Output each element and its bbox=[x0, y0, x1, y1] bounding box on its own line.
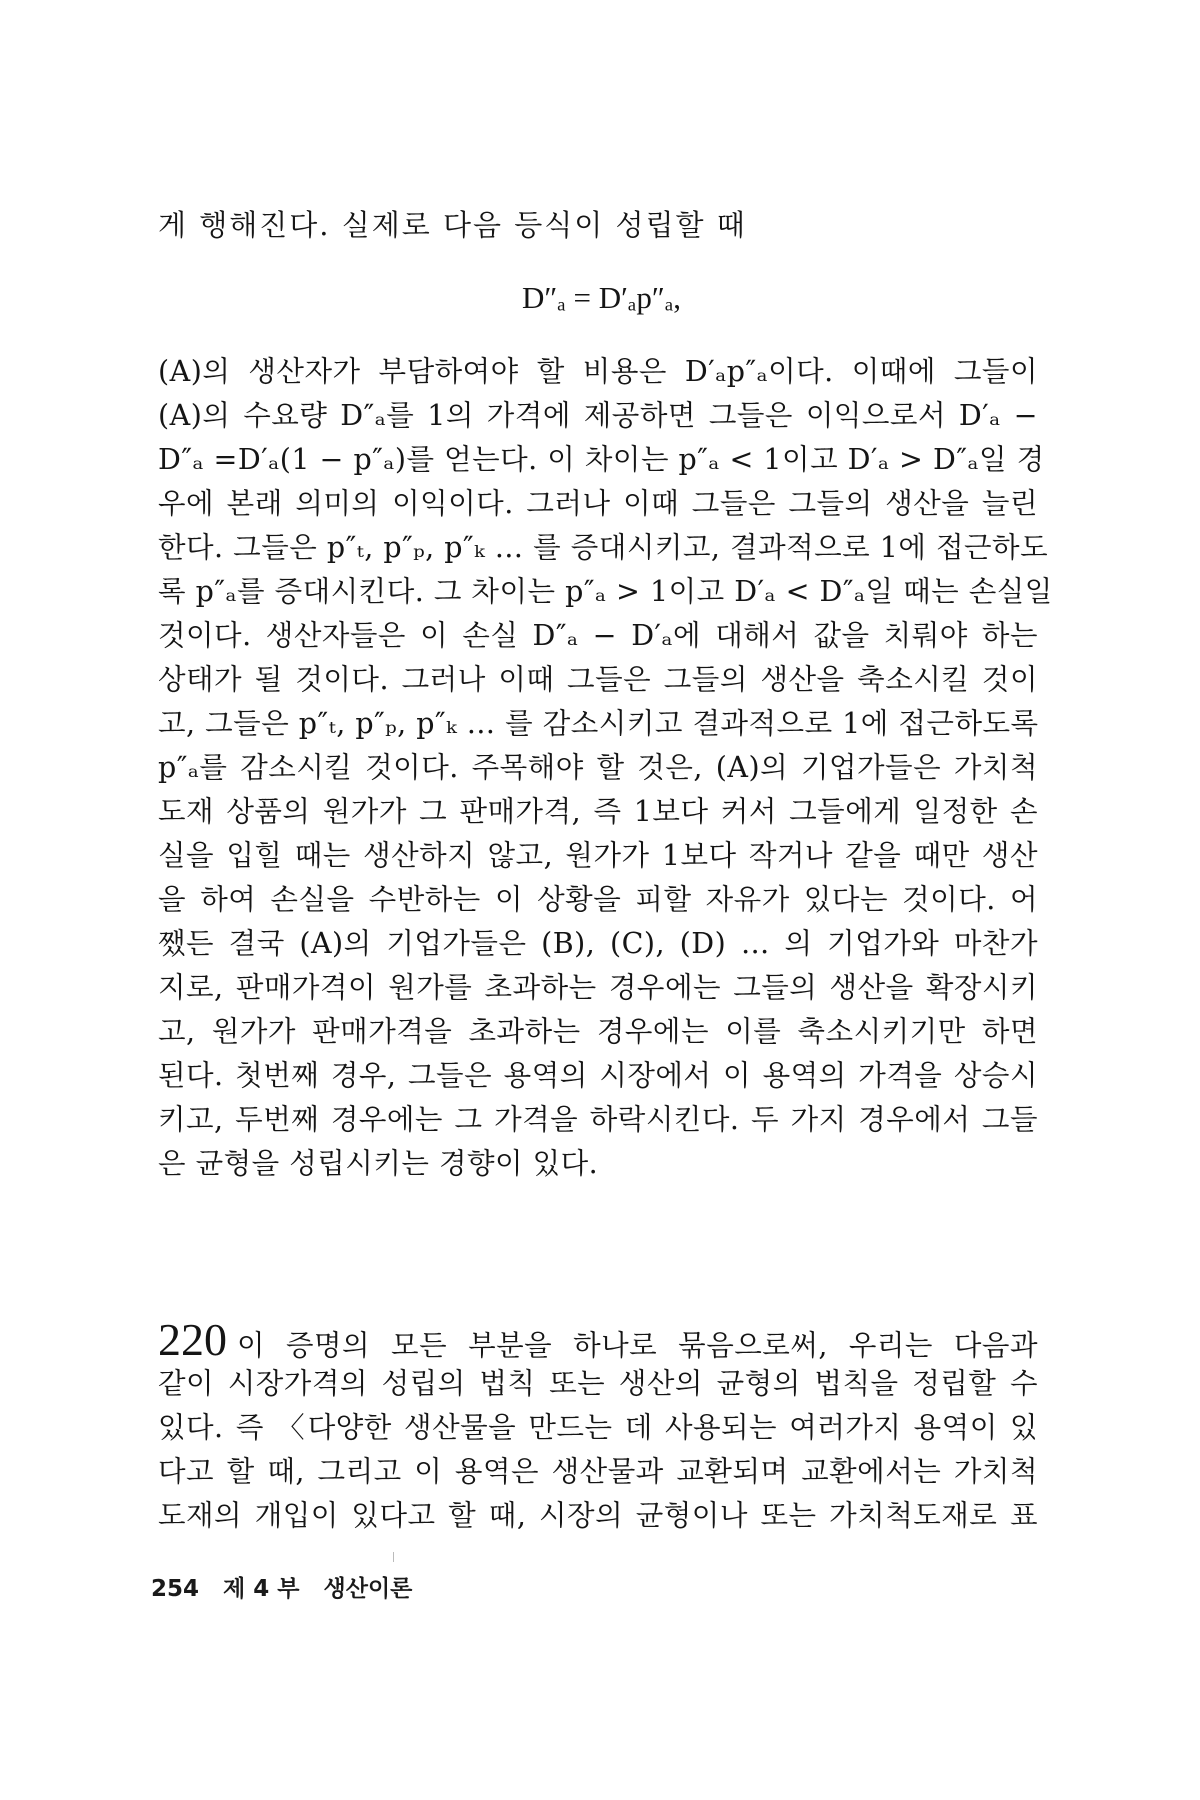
paragraph-line: 상태가 될 것이다. 그러나 이때 그들은 그들의 생산을 축소시킬 것이 bbox=[158, 663, 1038, 696]
page-number: 254 bbox=[151, 1576, 200, 1602]
paragraph-line: 우에 본래 의미의 이익이다. 그러나 이때 그들은 그들의 생산을 늘린 bbox=[158, 487, 1038, 520]
paragraph-line: 록 p″ₐ를 증대시킨다. 그 차이는 p″ₐ > 1이고 D′ₐ < D″ₐ일 때는 손실일 bbox=[158, 575, 1053, 608]
divider bbox=[393, 1552, 394, 1562]
section-line: 같이 시장가격의 성립의 법칙 또는 생산의 균형의 법칙을 정립할 수 bbox=[158, 1367, 1038, 1400]
section-line: 도재의 개입이 있다고 할 때, 시장의 균형이나 또는 가치척도재로 표 bbox=[158, 1499, 1038, 1532]
paragraph-line: 은 균형을 성립시키는 경향이 있다. bbox=[158, 1147, 599, 1180]
section-220 bbox=[158, 1314, 1038, 1538]
section-line: 이 증명의 모든 부분을 하나로 묶음으로써, 우리는 다음과 bbox=[237, 1329, 1038, 1362]
paragraph-line: (A)의 수요량 D″ₐ를 1의 가격에 제공하면 그들은 이익으로서 D′ₐ − bbox=[158, 399, 1038, 432]
section-number: 220 bbox=[158, 1314, 227, 1365]
paragraph-line: 을 하여 손실을 수반하는 이 상황을 피할 자유가 있다는 것이다. 어 bbox=[158, 883, 1038, 916]
paragraph-line: 키고, 두번째 경우에는 그 가격을 하락시킨다. 두 가지 경우에서 그들 bbox=[158, 1103, 1038, 1136]
paragraph-line: 도재 상품의 원가가 그 판매가격, 즉 1보다 커서 그들에게 일정한 손 bbox=[158, 795, 1038, 828]
paragraph-line: 된다. 첫번째 경우, 그들은 용역의 시장에서 이 용역의 가격을 상승시 bbox=[158, 1059, 1038, 1092]
intro-line: 게 행해진다. 실제로 다음 등식이 성립할 때 bbox=[158, 208, 747, 242]
paragraph-line: 고, 원가가 판매가격을 초과하는 경우에는 이를 축소시키기만 하면 bbox=[158, 1015, 1038, 1048]
paragraph-line: 것이다. 생산자들은 이 손실 D″ₐ − D′ₐ에 대해서 값을 치뤄야 하는 bbox=[158, 619, 1038, 652]
section-first-line bbox=[158, 1314, 1038, 1365]
chapter-title: 생산이론 bbox=[323, 1576, 413, 1602]
paragraph-line: 한다. 그들은 p″ₜ, p″ₚ, p″ₖ … 를 증대시키고, 결과적으로 1에 접근하도 bbox=[158, 531, 1049, 564]
part-label: 제 4 부 bbox=[223, 1576, 300, 1602]
section-line: 다고 할 때, 그리고 이 용역은 생산물과 교환되며 교환에서는 가치척 bbox=[158, 1455, 1038, 1488]
paragraph-line: 고, 그들은 p″ₜ, p″ₚ, p″ₖ … 를 감소시키고 결과적으로 1에 접근하도록 bbox=[158, 707, 1039, 740]
equation: D″ₐ = D′ₐp″ₐ, bbox=[522, 280, 682, 315]
section-line: 있다. 즉 〈다양한 생산물을 만드는 데 사용되는 여러가지 용역이 있 bbox=[158, 1411, 1038, 1444]
paragraph-line: 지로, 판매가격이 원가를 초과하는 경우에는 그들의 생산을 확장시키 bbox=[158, 971, 1038, 1004]
paragraph-line: 실을 입힐 때는 생산하지 않고, 원가가 1보다 작거나 같을 때만 생산 bbox=[158, 839, 1038, 872]
page-footer bbox=[151, 1570, 428, 1603]
paragraph-line: 쨌든 결국 (A)의 기업가들은 (B), (C), (D) … 의 기업가와 마찬가 bbox=[158, 927, 1038, 960]
paragraph-line: D″ₐ =D′ₐ(1 − p″ₐ)를 얻는다. 이 차이는 p″ₐ < 1이고 D′ₐ > D″ₐ일 경 bbox=[158, 443, 1045, 476]
paragraph-line: (A)의 생산자가 부담하여야 할 비용은 D′ₐp″ₐ이다. 이때에 그들이 bbox=[158, 355, 1038, 388]
main-paragraph bbox=[158, 350, 1053, 1186]
paragraph-line: p″ₐ를 감소시킬 것이다. 주목해야 할 것은, (A)의 기업가들은 가치척 bbox=[158, 751, 1038, 784]
